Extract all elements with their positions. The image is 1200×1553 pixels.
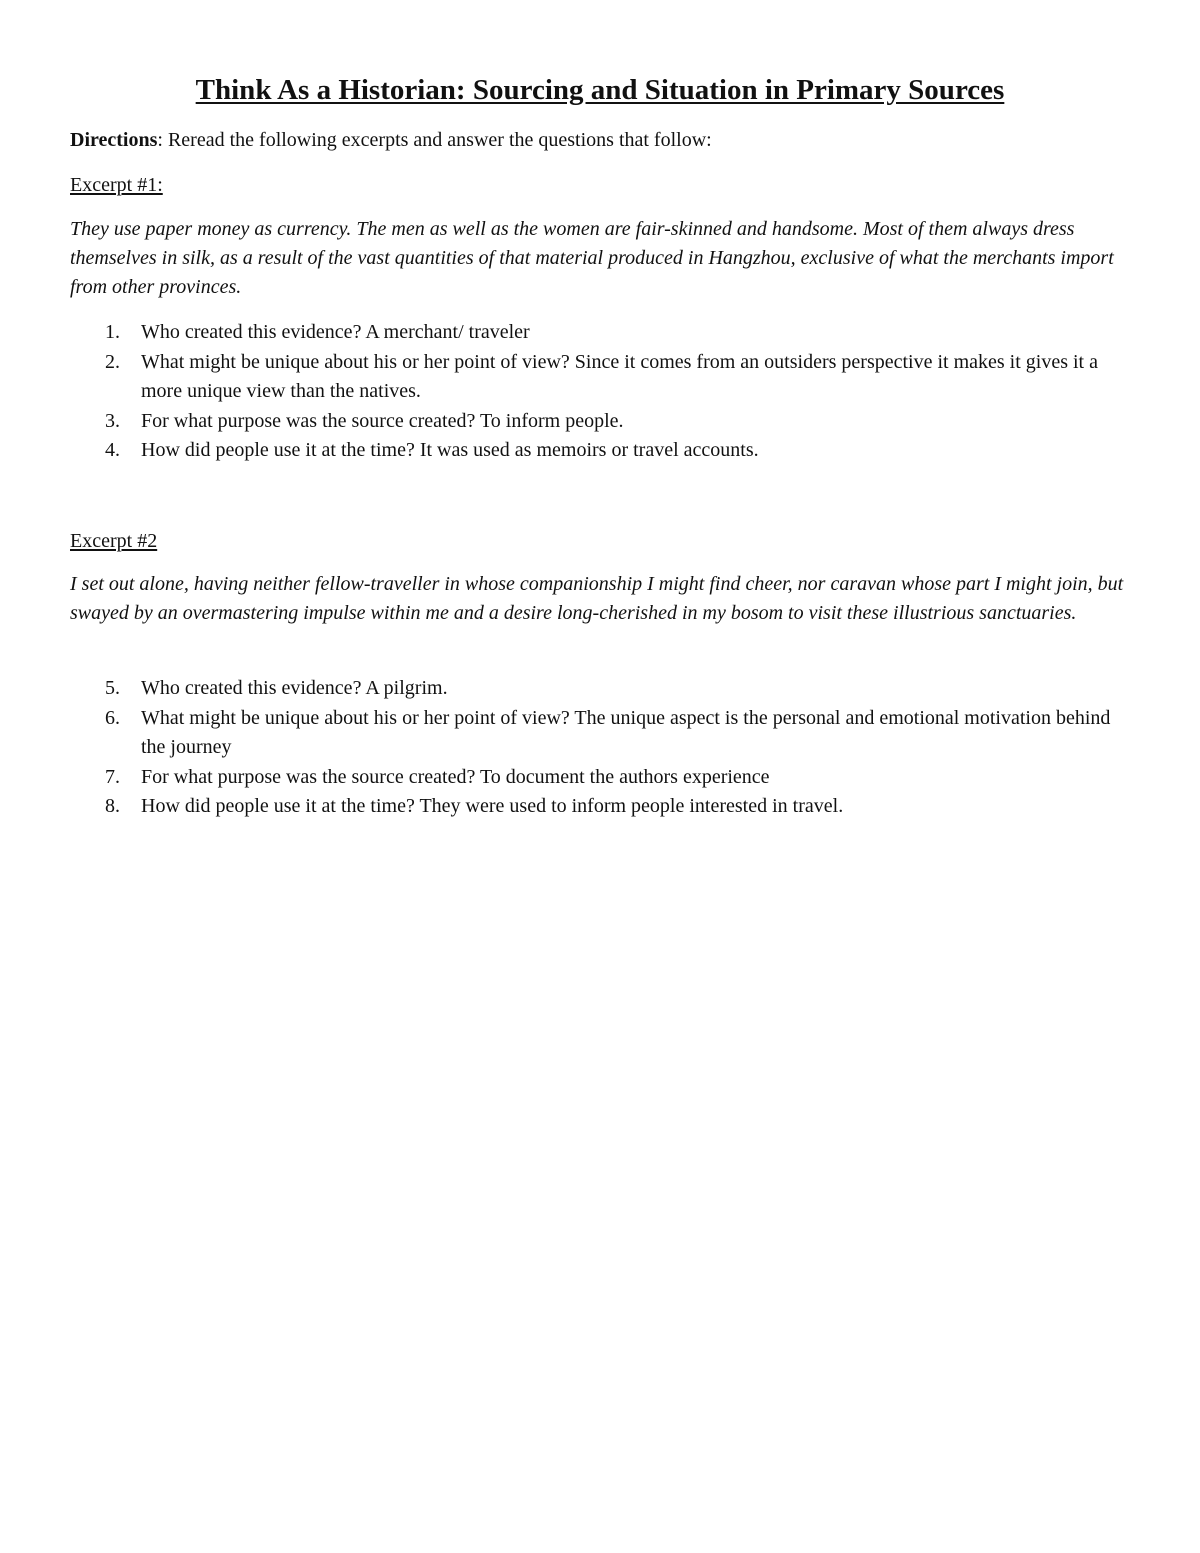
question-item	[70, 436, 1130, 466]
page-title: Think As a Historian: Sourcing and Situation in Primary Sources	[195, 74, 1005, 106]
question-number: 2.	[105, 350, 120, 373]
question-number: 5.	[105, 677, 120, 699]
question-number: 1.	[105, 321, 120, 343]
excerpt-2-questions	[70, 674, 1130, 822]
question-text: For what purpose was the source created? To document the authors experience	[141, 765, 770, 788]
question-text: What might be unique about his or her point of view? Since it comes from an outsiders perspective it makes it gives it a more unique view than the natives.	[141, 350, 1098, 402]
question-text: For what purpose was the source created? To inform people.	[141, 409, 624, 432]
question-item	[70, 407, 1130, 437]
excerpt-1-heading: Excerpt #1:	[70, 174, 163, 196]
question-text: How did people use it at the time? They were used to inform people interested in travel.	[141, 795, 844, 817]
question-text: Who created this evidence? A pilgrim.	[141, 677, 448, 699]
question-number: 4.	[105, 439, 120, 461]
question-item	[70, 792, 1130, 822]
question-number: 8.	[105, 795, 120, 817]
question-item	[70, 704, 1130, 763]
excerpt-2-text: I set out alone, having neither fellow-traveller in whose companionship I might find cheer, nor caravan whose part I might join, but swayed by an overmastering impulse within me and a desire long-cherished in my bosom to visit these illustrious sanctuaries.	[70, 573, 1124, 624]
question-item	[70, 763, 1130, 793]
excerpt-1-questions	[70, 318, 1130, 466]
question-item	[70, 348, 1130, 407]
question-text: Who created this evidence? A merchant/ traveler	[141, 321, 530, 343]
question-number: 6.	[105, 706, 120, 729]
question-item	[70, 674, 1130, 704]
question-number: 7.	[105, 765, 120, 788]
question-text: What might be unique about his or her point of view? The unique aspect is the personal and emotional motivation behind the journey	[141, 706, 1111, 758]
directions	[70, 126, 712, 154]
excerpt-1-text: They use paper money as currency. The men as well as the women are fair-skinned and handsome. Most of them always dress themselves in silk, as a result of the vast quantities of that material produced in Hangzhou, exclusive of what the merchants import from other provinces.	[70, 218, 1114, 298]
excerpt-2-heading: Excerpt #2	[70, 530, 158, 552]
question-number: 3.	[105, 409, 120, 432]
question-text: How did people use it at the time? It was used as memoirs or travel accounts.	[141, 439, 759, 461]
directions-text: : Reread the following excerpts and answer the questions that follow:	[157, 129, 712, 151]
directions-label: Directions	[70, 129, 158, 151]
question-item	[70, 318, 1130, 348]
